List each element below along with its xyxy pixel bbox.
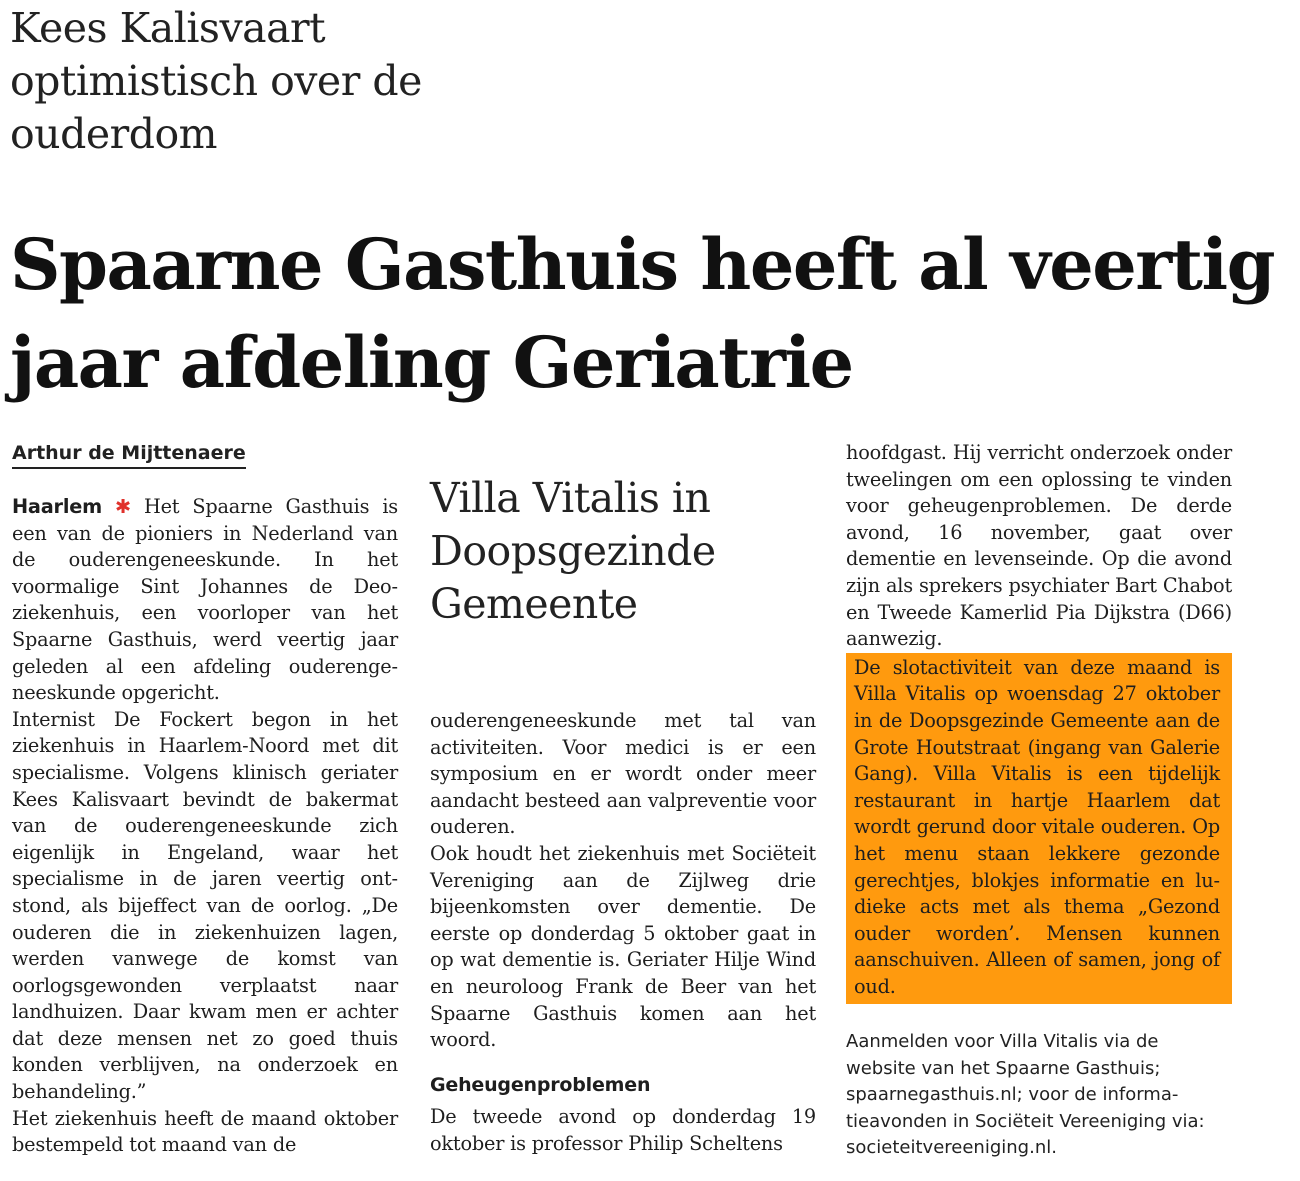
lead-paragraph [12,494,398,707]
info-text: Aanmelden voor Villa Vitalis via de website van het Spaarne Gasthuis; spaarnegasthuis.nl; voor de informatieavonden in Sociëteit Vereeniging via: societeitvereeniging.nl. [846,1031,1205,1158]
paragraph: Ook houdt het ziekenhuis met Sociëteit Vereniging aan de Zijlweg drie bijeenkomsten over dementie. De eerste op donderdag 5 oktober gaat in op wat dementie is. Geriater Hilje Wind en neuroloog Frank de Beer van het Spaarne Gasthuis komen aan het woord. [430,841,816,1052]
headline: Spaarne Gasthuis heeft al veertig jaar afdeling Geriatrie [10,223,1275,404]
article-column-3 [846,440,1232,1004]
dateline-place: Haarlem [12,495,103,518]
kicker-title: Kees Kalisvaart optimistisch over de ouderdom [10,4,422,158]
byline: Arthur de Mijttenaere [12,440,246,469]
paragraph: ouderengeneeskunde met tal van activiteiten. Voor medici is er een symposium en er wordt onder meer aandacht besteed aan valpreventie voor ouderen. [430,709,816,839]
article-column-1 [12,494,398,1159]
paragraph: Internist De Fockert begon in het ziekenhuis in Haarlem-Noord met dit specialisme. Volgens klinisch geriater Kees Kalisvaart bevindt de bakermat van de ouderengeneeskunde zich eigenlijk in Engeland, waar het specialisme in de jaren veertig ontstond, als bijeffect van de oorlog. „De ouderen die in ziekenhuizen lagen, werden vanwege de komst van oorlogsgewonden verplaatst naar landhuizen. Daar kwam men er achter dat deze mensen net zo goed thuis konden verblijven, na onderzoek en behandeling.” [12,707,398,1104]
asterisk-icon: ✱ [115,495,131,518]
article-subtitle: Villa Vitalis in Doopsgezinde Gemeente [430,474,716,628]
paragraph: hoofdgast. Hij verricht onderzoek onder tweelingen om een oplossing te vinden voor geheugenproblemen. De derde avond, 16 november, gaat over dementie en levenseinde. Op die avond zijn als sprekers psychiater Bart Chabot en Tweede Kamerlid Pia Dijkstra (D66) aanwezig. [846,441,1232,651]
lead-text: Het Spaarne Gasthuis is een van de pioniers in Nederland van de ouderengeneeskunde. In het voormalige Sint Johannes de Deoziekenhuis, een voorloper van het Spaarne Gasthuis, werd veertig jaar geleden al een afdeling ouderengeneeskunde opgericht. [12,495,398,705]
section-subheading: Geheugenproblemen [430,1073,651,1096]
registration-info [846,1029,1232,1162]
highlighted-paragraph: De slotactiviteit van deze maand is Villa Vitalis op woensdag 27 oktober in de Doopsgezinde Gemeente aan de Grote Houtstraat (ingang van Galerie Gang). Villa Vitalis is een tijdelijk restaurant in hartje Haarlem dat wordt gerund door vitale ouderen. Op het menu staan lekkere gezonde gerechtjes, blokjes informatie en ludieke acts met als thema „Gezond ouder worden’. Mensen kunnen aanschuiven. Alleen of samen, jong of oud. [846,653,1232,1005]
paragraph: Het ziekenhuis heeft de maand oktober bestempeld tot maand van de [12,1106,398,1157]
paragraph: De tweede avond op donderdag 19 oktober is professor Philip Scheltens [430,1105,816,1155]
article-column-2 [430,708,816,1158]
